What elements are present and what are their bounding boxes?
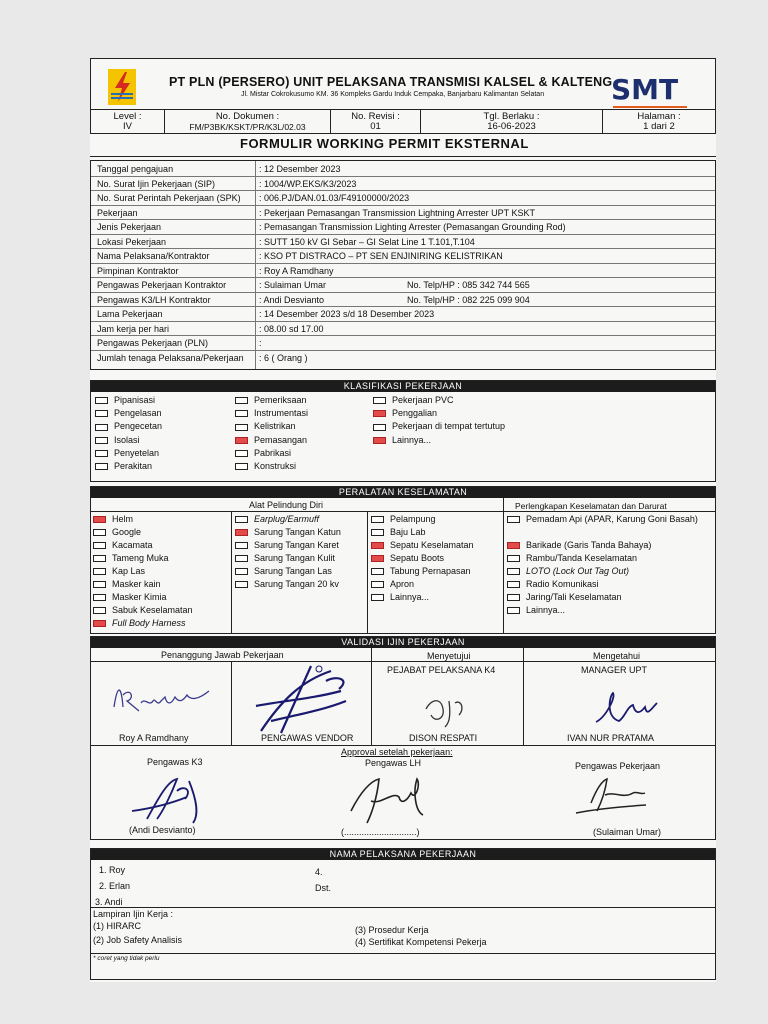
checkbox-item[interactable] (235, 579, 339, 589)
footnote: * coret yang tidak perlu (93, 955, 160, 962)
sulaiman-name: (Sulaiman Umar) (593, 827, 662, 837)
revision-cell (331, 110, 421, 134)
unchecked-box-icon[interactable] (235, 410, 248, 417)
info-row (91, 338, 717, 350)
info-phone: No. Telp/HP : 082 225 099 904 (407, 294, 530, 305)
checkbox-item[interactable] (95, 395, 155, 405)
name-vendor: PENGAWAS VENDOR (261, 733, 354, 743)
name-roy: Roy A Ramdhany (119, 733, 189, 743)
unchecked-box-icon[interactable] (93, 594, 106, 601)
checkbox-item[interactable] (373, 408, 437, 418)
pelaksana-section (90, 848, 716, 980)
unchecked-box-icon[interactable] (93, 581, 106, 588)
checkbox-item[interactable] (371, 592, 429, 602)
checkbox-label: Radio Komunikasi (526, 579, 599, 589)
checkbox-label: Sarung Tangan Kulit (254, 553, 335, 563)
unchecked-box-icon[interactable] (371, 581, 384, 588)
checkbox-item[interactable] (235, 435, 307, 445)
info-row (91, 164, 717, 176)
checkbox-item[interactable] (371, 566, 471, 576)
checked-box-icon[interactable] (507, 542, 520, 549)
info-label: Jenis Pekerjaan (97, 222, 162, 232)
unchecked-box-icon[interactable] (95, 397, 108, 404)
checkbox-item[interactable] (373, 421, 505, 431)
info-row (91, 266, 717, 278)
info-value: : Andi Desvianto (259, 294, 325, 305)
info-column-divider (255, 161, 256, 369)
unchecked-box-icon[interactable] (235, 542, 248, 549)
info-label: No. Surat Ijin Pekerjaan (SIP) (97, 178, 216, 189)
checkbox-label: Pekerjaan di tempat tertutup (392, 421, 506, 432)
checkbox-item[interactable] (235, 461, 296, 471)
checked-box-icon[interactable] (371, 555, 384, 562)
checkbox-label: Kap Las (112, 566, 146, 576)
page-cell (603, 110, 715, 134)
checkbox-label: Apron (390, 579, 415, 589)
approval-label: Approval setelah pekerjaan: (341, 747, 453, 757)
info-label: Lokasi Pekerjaan (97, 236, 167, 247)
pengawas-k3-label: Pengawas K3 (147, 757, 203, 767)
checkbox-label: Sepatu Keselamatan (390, 540, 474, 550)
info-phone: No. Telp/HP : 085 342 744 565 (407, 280, 530, 290)
company-address: Jl. Mistar Cokrokusumo KM. 36 Kompleks Gardu Induk Cempaka, Banjarbaru Kalimantan Selatan (241, 91, 545, 98)
checkbox-item[interactable] (95, 461, 152, 471)
checkbox-item[interactable] (507, 514, 707, 525)
info-label: Jumlah tenaga Pelaksana/Pekerjaan (97, 352, 244, 363)
unchecked-box-icon[interactable] (95, 410, 108, 417)
checkbox-item[interactable] (95, 408, 162, 418)
pelaksana-4: 4. (315, 867, 323, 877)
info-value: : 08.00 sd 17.00 (259, 323, 324, 334)
checkbox-item[interactable] (373, 435, 431, 445)
pelaksana-2: 2. Erlan (99, 881, 131, 891)
unchecked-box-icon[interactable] (235, 463, 248, 470)
unchecked-box-icon[interactable] (93, 529, 106, 536)
info-row (91, 237, 717, 249)
divider (231, 511, 232, 634)
checked-box-icon[interactable] (373, 437, 386, 444)
unchecked-box-icon[interactable] (93, 542, 106, 549)
info-value: : 14 Desember 2023 s/d 18 Desember 2023 (259, 309, 435, 319)
unchecked-box-icon[interactable] (371, 516, 384, 523)
signature-roy-icon (109, 677, 219, 722)
permit-info-table (90, 160, 716, 370)
checkbox-label: Konstruksi (254, 461, 297, 471)
checkbox-item[interactable] (235, 527, 341, 537)
info-row (91, 295, 717, 307)
checkbox-label: Sarung Tangan Karet (254, 540, 339, 550)
page-value: 1 dari 2 (643, 121, 675, 132)
info-value: : Sulaiman Umar (259, 280, 327, 290)
checkbox-item[interactable] (235, 448, 291, 458)
checkbox-label: Masker kain (112, 579, 161, 589)
info-label: Pengawas Pekerjaan (PLN) (97, 338, 209, 348)
info-row-divider (91, 190, 715, 191)
info-row-divider (91, 306, 715, 307)
checkbox-item[interactable] (373, 395, 454, 405)
lampiran-3: (3) Prosedur Kerja (355, 925, 429, 935)
checkbox-label: Masker Kimia (112, 592, 167, 602)
info-value: : SUTT 150 kV GI Sebar – GI Selat Line 1 T.101,T.104 (259, 236, 475, 247)
unchecked-box-icon[interactable] (93, 607, 106, 614)
checkbox-label: Barikade (Garis Tanda Bahaya) (526, 540, 652, 550)
lampiran-title: Lampiran Ijin Kerja : (93, 909, 174, 919)
level-label: Level : (113, 111, 142, 122)
checkbox-label: LOTO (Lock Out Tag Out) (526, 566, 630, 576)
checkbox-label: Pabrikasi (254, 447, 292, 458)
divider (367, 511, 368, 634)
checkbox-label: Earplug/Earmuff (254, 514, 320, 524)
unchecked-box-icon[interactable] (235, 397, 248, 404)
pln-logo-icon (105, 67, 139, 107)
checkbox-item[interactable] (93, 579, 161, 589)
mengetahui-title: Mengetahui (593, 651, 641, 661)
pelaksana-1: 1. Roy (99, 865, 126, 875)
info-row-divider (91, 263, 715, 264)
checkbox-label: Pengelasan (114, 408, 162, 419)
divider (91, 745, 715, 746)
checkbox-label: Instrumentasi (254, 408, 309, 419)
checkbox-item[interactable] (235, 514, 319, 524)
checkbox-item[interactable] (93, 618, 186, 628)
info-row-divider (91, 292, 715, 293)
checkbox-label: Perakitan (114, 461, 153, 471)
doc-number-cell (165, 110, 331, 134)
checkbox-label: Rambu/Tanda Keselamatan (526, 553, 638, 563)
info-label: Pengawas Pekerjaan Kontraktor (97, 280, 227, 290)
info-row-divider (91, 321, 715, 322)
checkbox-label: Lainnya... (526, 605, 566, 615)
checkbox-item[interactable] (507, 553, 637, 563)
checked-box-icon[interactable] (373, 410, 386, 417)
name-ivan: IVAN NUR PRATAMA (567, 733, 655, 743)
validasi-section (90, 636, 716, 840)
checkbox-label: Pemeriksaan (254, 395, 307, 405)
info-row-divider (91, 176, 715, 177)
lampiran-2: (2) Job Safety Analisis (93, 935, 183, 945)
klasifikasi-section (90, 380, 716, 482)
checkbox-label: Google (112, 527, 142, 537)
divider (523, 648, 524, 745)
checkbox-label: Pemasangan (254, 434, 308, 445)
apd-title: Alat Pelindung Diri (249, 500, 324, 510)
darurat-title: Perlengkapan Keselamatan dan Darurat (515, 501, 667, 511)
divider (91, 511, 715, 512)
checkbox-item[interactable] (95, 435, 140, 445)
revision-value: 01 (370, 121, 381, 132)
info-value: : (259, 338, 262, 348)
unchecked-box-icon[interactable] (507, 594, 520, 601)
info-row-divider (91, 219, 715, 220)
document-meta-row (90, 110, 716, 134)
pelaksana-3: 3. Andi (95, 897, 123, 907)
checked-box-icon[interactable] (93, 620, 106, 627)
info-label: Pekerjaan (97, 207, 138, 218)
checkbox-item[interactable] (507, 605, 565, 615)
checkbox-item[interactable] (371, 579, 414, 589)
unchecked-box-icon[interactable] (235, 516, 248, 523)
info-row (91, 309, 717, 321)
checkbox-item[interactable] (235, 421, 296, 431)
checkbox-item[interactable] (93, 592, 167, 602)
valid-date-value: 16-06-2023 (487, 121, 536, 132)
doc-number-label: No. Dokumen : (215, 111, 280, 122)
info-row (91, 280, 717, 292)
checkbox-item[interactable] (235, 540, 339, 550)
checkbox-label: Pemadam Api (APAR, Karung Goni Basah) (526, 514, 698, 524)
info-value: : 6 ( Orang ) (259, 352, 308, 363)
checkbox-label: Sarung Tangan Katun (254, 527, 341, 537)
info-label: No. Surat Perintah Pekerjaan (SPK) (97, 193, 241, 203)
unchecked-box-icon[interactable] (371, 568, 384, 575)
info-row (91, 222, 717, 234)
peralatan-section (90, 486, 716, 634)
signature-dison-icon (421, 689, 481, 729)
checkbox-label: Helm (112, 514, 134, 524)
validasi-title: VALIDASI IJIN PEKERJAAN (91, 637, 715, 648)
info-row (91, 208, 717, 220)
checkbox-item[interactable] (93, 527, 141, 537)
checkbox-item[interactable] (235, 395, 307, 405)
unchecked-box-icon[interactable] (371, 594, 384, 601)
checkbox-label: Penyetelan (114, 447, 160, 458)
smt-logo-underline (613, 106, 687, 108)
divider (371, 648, 372, 745)
name-dison: DISON RESPATI (409, 733, 478, 743)
klasifikasi-title: KLASIFIKASI PEKERJAAN (91, 381, 715, 392)
lh-name: (.............................) (341, 827, 420, 837)
valid-date-label: Tgl. Berlaku : (483, 111, 540, 122)
info-label: Tanggal pengajuan (97, 164, 174, 174)
info-row-divider (91, 350, 715, 351)
info-row (91, 324, 717, 336)
info-value: : 1004/WP.EKS/K3/2023 (259, 178, 357, 189)
checkbox-label: Pekerjaan PVC (392, 395, 454, 405)
checkbox-label: Tameng Muka (112, 553, 169, 563)
checkbox-item[interactable] (93, 553, 169, 563)
unchecked-box-icon[interactable] (95, 424, 108, 431)
divider (90, 156, 716, 157)
unchecked-box-icon[interactable] (507, 581, 520, 588)
pelaksana-dst: Dst. (315, 883, 332, 893)
checked-box-icon[interactable] (371, 542, 384, 549)
pelaksana-title: NAMA PELAKSANA PEKERJAAN (91, 849, 715, 860)
info-row-divider (91, 335, 715, 336)
signature-andi-icon (127, 771, 211, 827)
peralatan-title: PERALATAN KESELAMATAN (91, 487, 715, 498)
checkbox-item[interactable] (93, 540, 153, 550)
unchecked-box-icon[interactable] (507, 516, 520, 523)
checkbox-label: Pipanisasi (114, 395, 156, 405)
unchecked-box-icon[interactable] (93, 555, 106, 562)
divider (91, 661, 715, 662)
form-header (90, 58, 716, 110)
checkbox-item[interactable] (93, 605, 193, 615)
divider (503, 498, 504, 634)
unchecked-box-icon[interactable] (235, 424, 248, 431)
pejabat-label: PEJABAT PELAKSANA K4 (387, 665, 496, 675)
pengawas-pekerjaan-label: Pengawas Pekerjaan (575, 761, 661, 771)
unchecked-box-icon[interactable] (507, 607, 520, 614)
info-label: Jam kerja per hari (97, 323, 170, 334)
checked-box-icon[interactable] (235, 529, 248, 536)
lampiran-1: (1) HIRARC (93, 921, 142, 931)
checkbox-item[interactable] (93, 566, 145, 576)
checkbox-item[interactable] (507, 592, 622, 602)
info-label: Lama Pekerjaan (97, 309, 163, 319)
checkbox-label: Penggalian (392, 408, 438, 419)
checkbox-item[interactable] (93, 514, 133, 524)
checkbox-item[interactable] (235, 553, 335, 563)
checkbox-label: Sarung Tangan Las (254, 566, 332, 576)
penanggung-jawab-title: Penanggung Jawab Pekerjaan (161, 650, 284, 660)
checkbox-item[interactable] (507, 540, 651, 550)
smt-logo: SMT (611, 73, 679, 106)
checkbox-label: Tabung Pernapasan (390, 566, 471, 576)
info-value: : Roy A Ramdhany (259, 265, 334, 276)
checkbox-label: Lainnya... (390, 592, 430, 602)
unchecked-box-icon[interactable] (95, 450, 108, 457)
checkbox-label: Pelampung (390, 514, 436, 524)
checkbox-label: Baju Lab (390, 527, 426, 537)
info-label: Nama Pelaksana/Kontraktor (97, 251, 210, 261)
unchecked-box-icon[interactable] (235, 555, 248, 562)
divider (91, 907, 715, 908)
checkbox-label: Sabuk Keselamatan (112, 605, 193, 615)
info-row-divider (91, 234, 715, 235)
signature-ivan-icon (591, 687, 661, 732)
checkbox-item[interactable] (235, 566, 332, 576)
manager-label: MANAGER UPT (581, 665, 648, 675)
checkbox-item[interactable] (507, 579, 599, 589)
info-value: : 12 Desember 2023 (259, 164, 341, 174)
unchecked-box-icon[interactable] (95, 463, 108, 470)
info-label: Pimpinan Kontraktor (97, 265, 179, 276)
checked-box-icon[interactable] (93, 516, 106, 523)
divider (231, 661, 232, 745)
unchecked-box-icon[interactable] (373, 424, 386, 431)
checkbox-item[interactable] (371, 527, 426, 537)
signature-sulaiman-icon (571, 773, 651, 823)
checkbox-item[interactable] (95, 448, 159, 458)
checked-box-icon[interactable] (235, 437, 248, 444)
unchecked-box-icon[interactable] (235, 581, 248, 588)
permit-form-sheet (90, 58, 716, 982)
checkbox-label: Pengecetan (114, 421, 163, 432)
divider (91, 953, 715, 954)
checkbox-label: Sepatu Boots (390, 553, 445, 563)
checkbox-item[interactable] (95, 421, 162, 431)
info-value: : Pekerjaan Pemasangan Transmission Lightning Arrester UPT KSKT (259, 207, 535, 218)
pengawas-lh-label: Pengawas LH (365, 758, 422, 768)
lampiran-4: (4) Sertifikat Kompetensi Pekerja (355, 937, 487, 947)
checkbox-item[interactable] (371, 553, 444, 563)
level-value: IV (123, 121, 132, 132)
info-row (91, 251, 717, 263)
checkbox-label: Lainnya... (392, 434, 432, 445)
info-label: Pengawas K3/LH Kontraktor (97, 294, 211, 305)
signature-lh-icon (341, 771, 431, 831)
unchecked-box-icon[interactable] (507, 555, 520, 562)
menyetujui-title: Menyetujui (427, 651, 471, 661)
signature-vendor-icon (241, 661, 361, 741)
unchecked-box-icon[interactable] (235, 450, 248, 457)
checkbox-label: Kacamata (112, 540, 153, 550)
info-value: : Pemasangan Transmission Lighting Arrester (Pemasangan Grounding Rod) (259, 222, 566, 232)
revision-label: No. Revisi : (351, 111, 400, 122)
checkbox-label: Jaring/Tali Keselamatan (526, 592, 622, 602)
andi-name: (Andi Desvianto) (129, 825, 196, 835)
unchecked-box-icon[interactable] (371, 529, 384, 536)
form-title: FORMULIR WORKING PERMIT EKSTERNAL (240, 136, 529, 151)
info-row (91, 353, 717, 365)
doc-number-value: FM/P3BK/KSKT/PR/K3L/02.03 (189, 122, 306, 132)
unchecked-box-icon[interactable] (93, 568, 106, 575)
checkbox-label: Kelistrikan (254, 421, 296, 432)
company-name: PT PLN (PERSERO) UNIT PELAKSANA TRANSMISI KALSEL & KALTENG (169, 75, 613, 89)
info-value: : KSO PT DISTRACO – PT SEN ENJINIRING KELISTRIKAN (259, 251, 503, 261)
checkbox-label: Full Body Harness (112, 618, 186, 628)
info-row (91, 193, 717, 205)
info-row (91, 179, 717, 191)
info-row-divider (91, 277, 715, 278)
checkbox-item[interactable] (507, 566, 629, 576)
info-row-divider (91, 205, 715, 206)
info-row-divider (91, 248, 715, 249)
unchecked-box-icon[interactable] (507, 568, 520, 575)
info-value: : 006.PJ/DAN.01.03/F49100000/2023 (259, 193, 410, 203)
unchecked-box-icon[interactable] (235, 568, 248, 575)
valid-date-cell (421, 110, 603, 134)
unchecked-box-icon[interactable] (373, 397, 386, 404)
checkbox-item[interactable] (371, 540, 474, 550)
checkbox-label: Sarung Tangan 20 kv (254, 579, 339, 589)
level-cell (91, 110, 165, 134)
page-label: Halaman : (637, 111, 681, 122)
checkbox-item[interactable] (235, 408, 308, 418)
checkbox-item[interactable] (371, 514, 436, 524)
checkbox-label: Isolasi (114, 434, 140, 445)
unchecked-box-icon[interactable] (95, 437, 108, 444)
